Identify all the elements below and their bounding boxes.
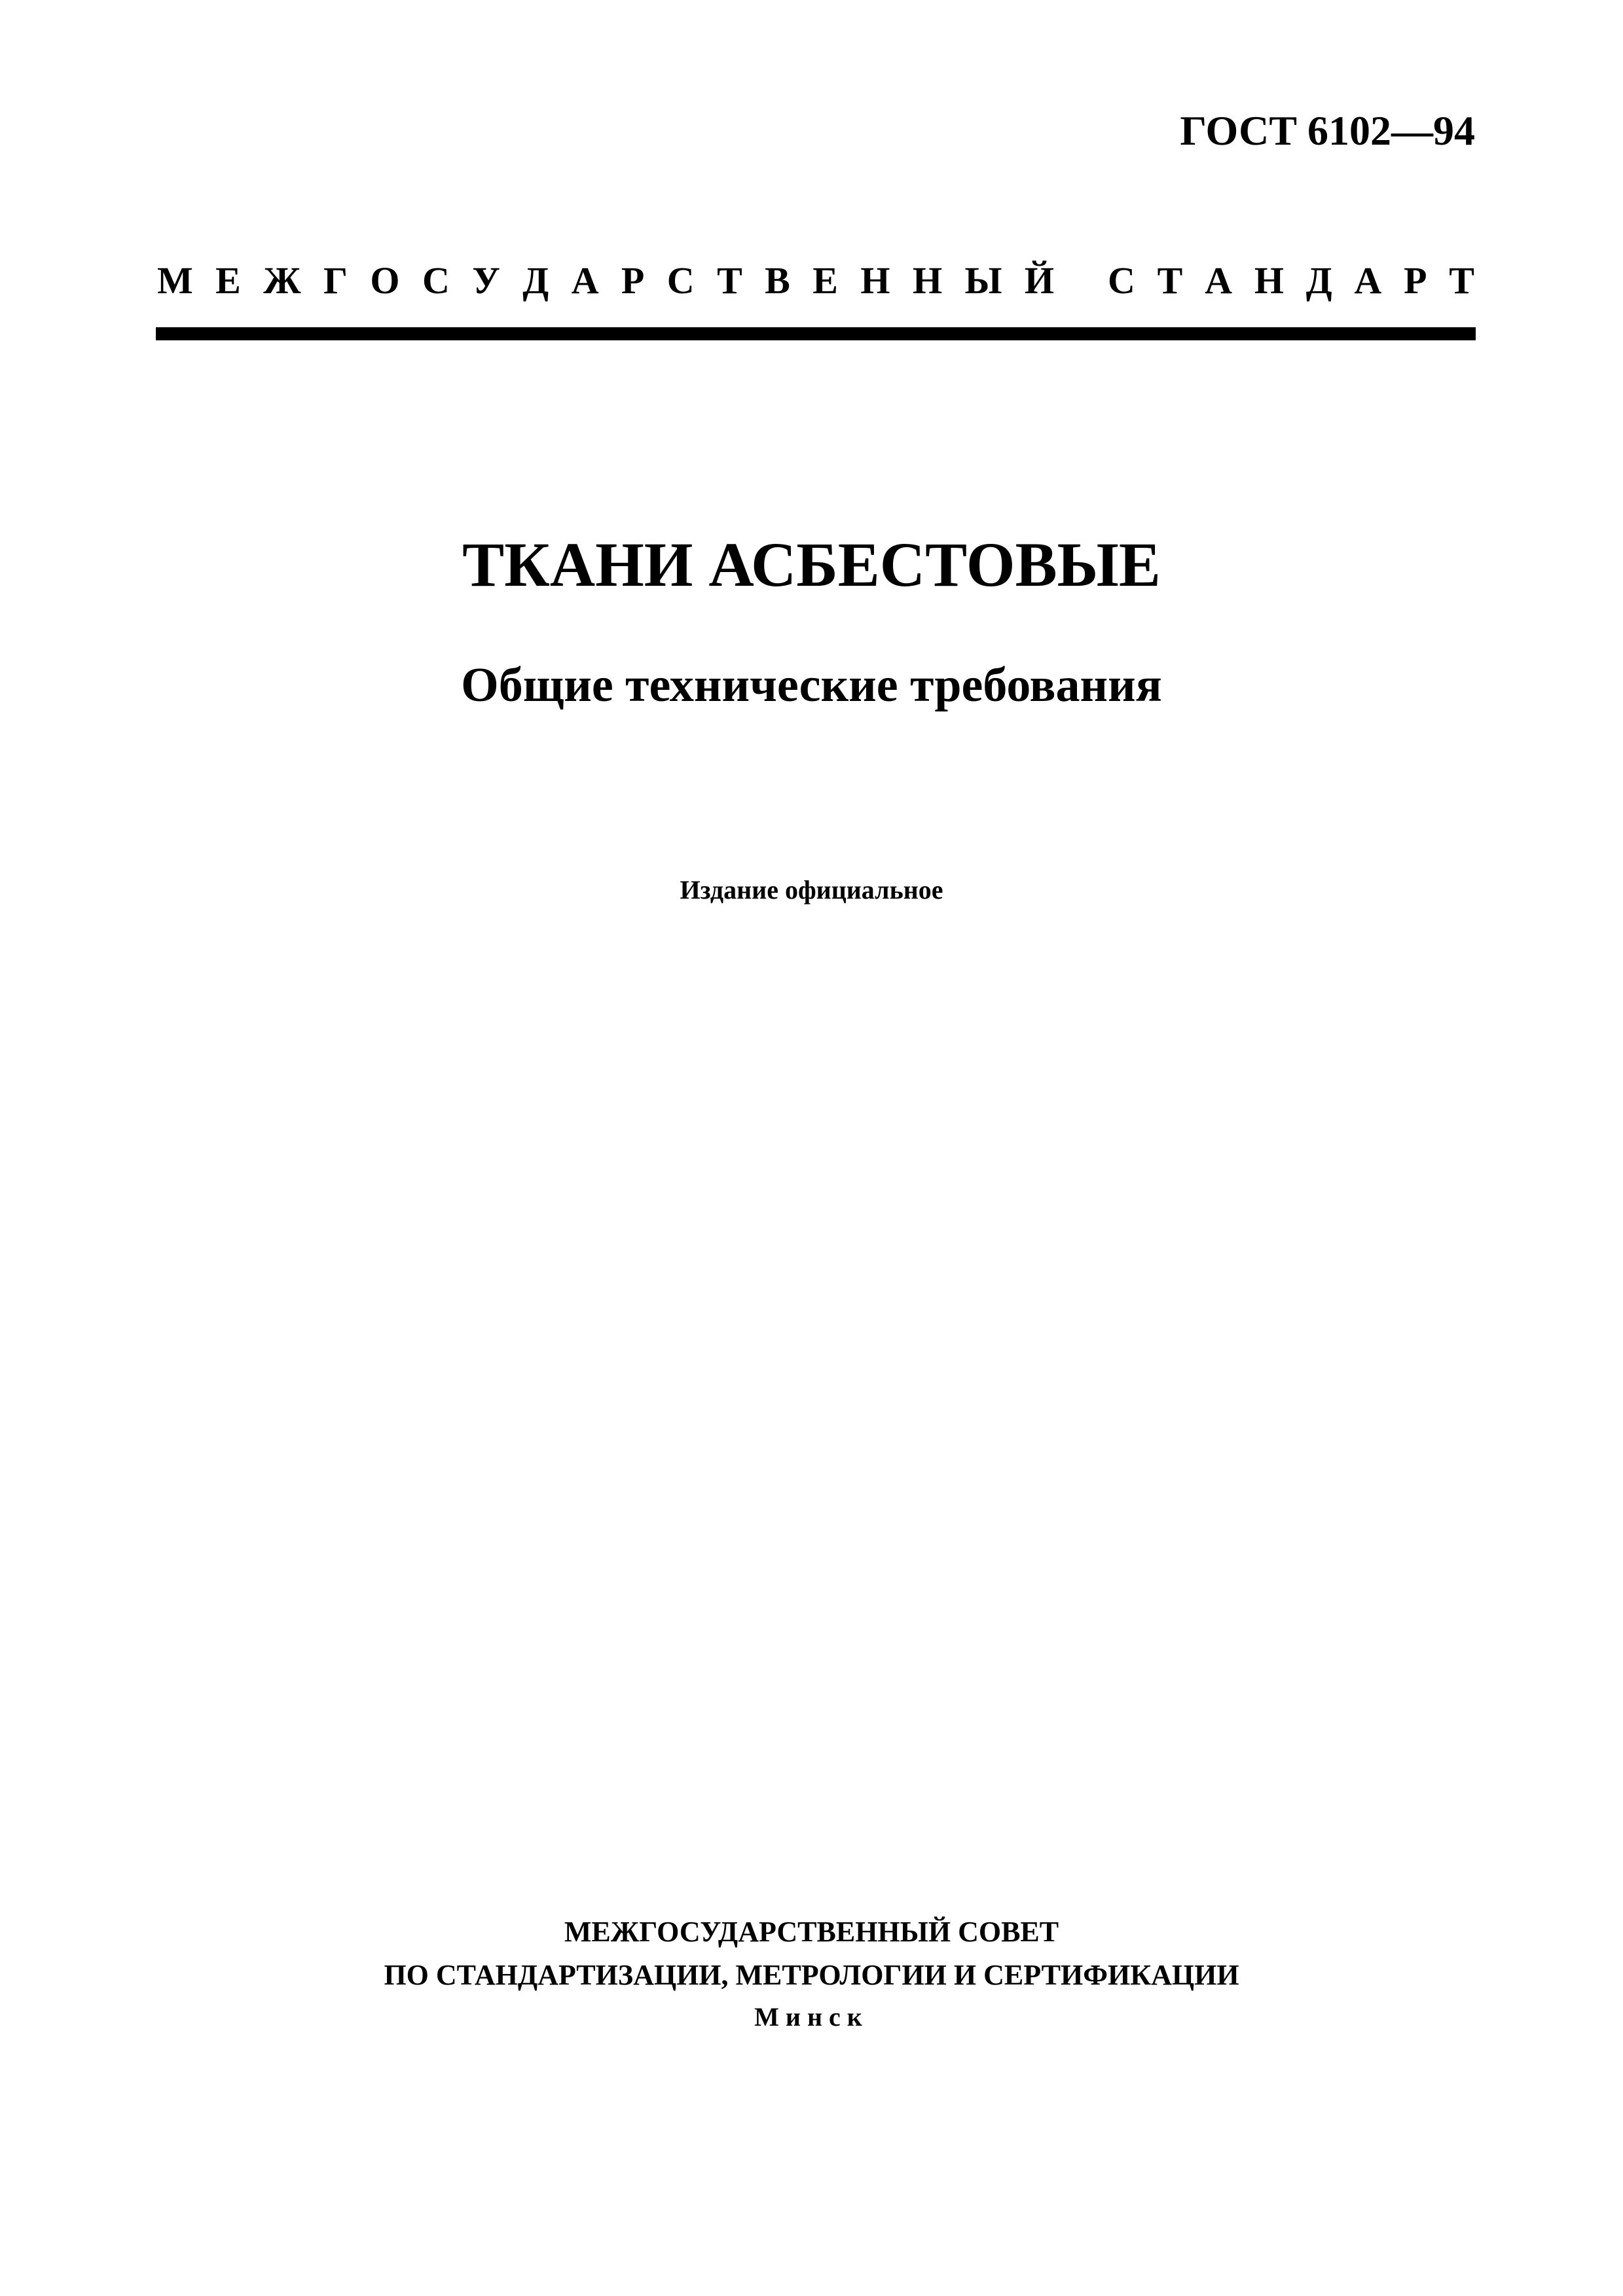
- letter: А: [1354, 259, 1382, 302]
- document-title: ТКАНИ АСБЕСТОВЫЕ: [462, 529, 1161, 600]
- letter: Г: [323, 259, 348, 302]
- standard-type-heading: [157, 259, 1474, 302]
- letter: Н: [860, 259, 890, 302]
- letter: Е: [215, 259, 241, 302]
- letter: У: [472, 259, 500, 302]
- standard-type-word-interstate: [157, 259, 1054, 302]
- letter: Е: [812, 259, 838, 302]
- publisher-city: Минск: [754, 2002, 869, 2032]
- publisher-block: [0, 1918, 1623, 2030]
- letter: Т: [1157, 259, 1183, 302]
- letter: Д: [522, 259, 549, 302]
- letter: Р: [1404, 259, 1427, 302]
- document-subtitle: Общие технические требования: [461, 658, 1162, 712]
- heading-rule-divider: [156, 327, 1476, 340]
- letter: Ы: [964, 259, 1002, 302]
- letter: С: [666, 259, 695, 302]
- letter: Н: [912, 259, 943, 302]
- letter: Т: [717, 259, 742, 302]
- letter: Т: [1449, 259, 1474, 302]
- letter: Д: [1305, 259, 1332, 302]
- document-number: ГОСТ 6102—94: [1180, 107, 1475, 154]
- edition-note: Издание официальное: [680, 875, 943, 905]
- letter: В: [765, 259, 790, 302]
- publisher-line-scope: ПО СТАНДАРТИЗАЦИИ, МЕТРОЛОГИИ И СЕРТИФИКАЦИИ: [384, 1959, 1239, 1991]
- letter: Н: [1254, 259, 1284, 302]
- letter: Й: [1024, 259, 1054, 302]
- letter: С: [422, 259, 450, 302]
- letter: А: [1205, 259, 1233, 302]
- letter: М: [157, 259, 193, 302]
- letter: О: [370, 259, 400, 302]
- letter: А: [571, 259, 599, 302]
- letter: Ж: [263, 259, 301, 302]
- standard-type-word-standard: [1108, 259, 1474, 302]
- publisher-line-council: МЕЖГОСУДАРСТВЕННЫЙ СОВЕТ: [564, 1916, 1059, 1948]
- letter: Р: [621, 259, 645, 302]
- letter: С: [1108, 259, 1135, 302]
